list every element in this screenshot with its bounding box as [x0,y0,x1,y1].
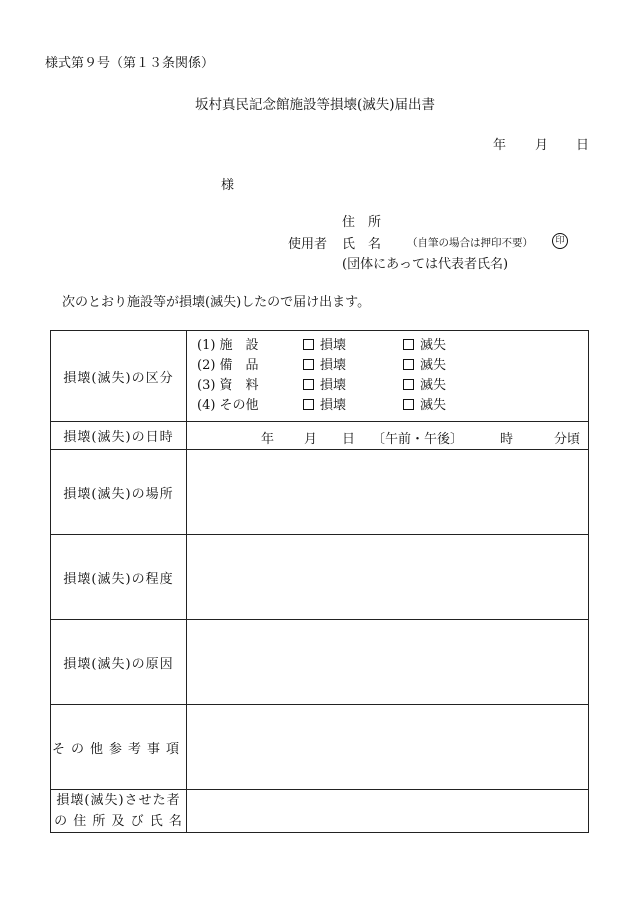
form-number: 様式第９号（第１３条関係） [45,56,215,71]
checkbox-icon[interactable] [303,379,314,390]
document-title: 坂村真民記念館施設等損壊(滅失)届出書 [194,97,436,113]
date-day-label: 日 [576,138,590,153]
degree-cell[interactable] [187,535,589,620]
category-cell [187,331,589,422]
category-option-row [193,356,588,376]
category-name: (4) その他 [197,398,259,413]
date-month-label: 月 [535,138,549,153]
cause-label: 損壊(滅失)の原因 [51,620,187,705]
checkbox-icon[interactable] [303,339,314,350]
category-option-row [193,336,588,356]
datetime-year: 年 [261,432,275,447]
place-label: 損壊(滅失)の場所 [51,450,187,535]
category-name: (1) 施 設 [197,338,259,353]
checkbox-icon[interactable] [403,359,414,370]
damage-option[interactable]: 損壊 [303,336,346,356]
datetime-row [51,422,589,450]
loss-option[interactable]: 滅失 [403,396,446,416]
user-label: 使用者 [288,237,328,252]
cause-cell[interactable] [187,620,589,705]
checkbox-icon[interactable] [403,399,414,410]
damage-option[interactable]: 損壊 [303,356,346,376]
address-label: 住 所 [342,215,382,230]
signature-note: （自筆の場合は押印不要） [407,237,533,249]
checkbox-icon[interactable] [403,339,414,350]
damage-option[interactable]: 損壊 [303,376,346,396]
datetime-month: 月 [304,432,318,447]
datetime-ampm: 〔午前・午後〕 [372,432,464,447]
addressee-suffix: 様 [221,178,235,193]
place-cell[interactable] [187,450,589,535]
report-table [50,330,589,833]
degree-label: 損壊(滅失)の程度 [51,535,187,620]
loss-option[interactable]: 滅失 [403,336,446,356]
seal-mark: 印 [552,233,568,249]
name-label: 氏 名 [342,237,382,252]
group-note: (団体にあっては代表者氏名) [342,257,509,272]
reference-cell[interactable] [187,705,589,790]
person-cell[interactable] [187,790,589,833]
degree-row [51,535,589,620]
cause-row [51,620,589,705]
checkbox-icon[interactable] [303,359,314,370]
category-option-row [193,376,588,396]
reference-label: その他参考事項 [51,705,187,790]
damage-option[interactable]: 損壊 [303,396,346,416]
place-row [51,450,589,535]
loss-option[interactable]: 滅失 [403,356,446,376]
datetime-cell[interactable] [187,422,589,450]
person-label-line1: 損壊(滅失)させた者 [56,793,181,808]
category-name: (3) 資 料 [197,378,259,393]
person-label-line2: の 住 所 及 び 氏 名 [54,814,183,829]
person-label [51,790,187,833]
datetime-label: 損壊(滅失)の日時 [51,422,187,450]
datetime-hour: 時 [500,432,514,447]
checkbox-icon[interactable] [303,399,314,410]
datetime-minute: 分頃 [554,432,581,447]
person-row [51,790,589,833]
datetime-day: 日 [342,432,356,447]
category-label: 損壊(滅失)の区分 [51,331,187,422]
reference-row [51,705,589,790]
date-year-label: 年 [493,138,507,153]
checkbox-icon[interactable] [403,379,414,390]
category-option-row [193,396,588,416]
category-row [51,331,589,422]
loss-option[interactable]: 滅失 [403,376,446,396]
category-name: (2) 備 品 [197,358,259,373]
intro-text: 次のとおり施設等が損壊(滅失)したので届け出ます。 [62,295,371,310]
